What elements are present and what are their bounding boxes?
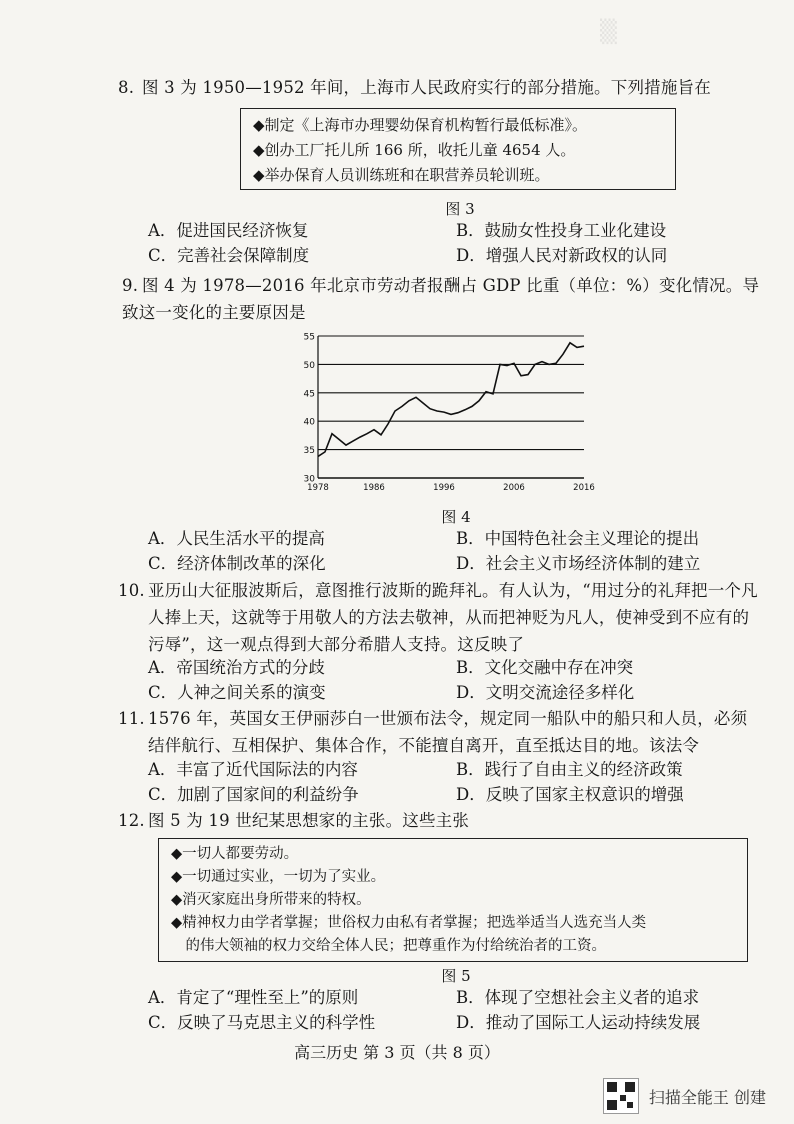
box-item: 的伟大领袖的权力交给全体人民；把尊重作为付给统治者的工资。 [171,938,606,954]
option-a[interactable]: A．人民生活水平的提高 [148,529,325,548]
x-tick-label: 1986 [363,483,385,493]
question-number: 8. [118,78,135,97]
option-d[interactable]: D．增强人民对新政权的认同 [456,246,668,265]
x-tick-label: 1996 [433,483,455,493]
question-8 [118,74,762,101]
option-d[interactable]: D．推动了国际工人运动持续发展 [456,1013,701,1032]
option-b[interactable]: B．体现了空想社会主义者的追求 [456,988,700,1007]
option-c[interactable]: C．反映了马克思主义的科学性 [148,1013,376,1032]
chart-grid [318,336,584,478]
box-item: ◆一切人都要劳动。 [171,846,299,862]
page-footer: 高三历史 第 3 页（共 8 页） [294,1043,500,1062]
option-d[interactable]: D．社会主义市场经济体制的建立 [456,554,701,573]
option-c[interactable]: C．人神之间关系的演变 [148,683,326,702]
question-number: 9. [122,276,139,295]
watermark-text: 扫描全能王 创建 [648,1087,766,1107]
question-number: 10. [118,581,145,600]
series-line [318,343,584,457]
question-number: 11. [118,709,145,728]
option-b[interactable]: B．践行了自由主义的经济政策 [456,760,683,779]
question-stem: 亚历山大征服波斯后，意图推行波斯的跪拜礼。有人认为，“用过分的礼拜把一个凡人捧上天，这就等于用敬人的方法去敬神，从而把神贬为凡人，使神受到不应有的污辱”，这一观点得到大部分希腊人支持。这反映了 [148,581,758,654]
y-tick-label: 50 [303,360,315,371]
x-tick-label: 1978 [307,483,329,493]
figure-5-box [158,838,748,962]
y-tick-label: 35 [303,446,315,457]
x-tick-label: 2006 [503,483,525,493]
scanner-watermark [603,1078,766,1114]
option-a[interactable]: A．丰富了近代国际法的内容 [148,760,358,779]
question-stem: 图 5 为 19 世纪某思想家的主张。这些主张 [148,811,470,830]
box-item: ◆创办工厂托儿所 166 所，收托儿童 4654 人。 [253,141,576,159]
qr-code-icon [603,1078,639,1114]
option-b[interactable]: B．中国特色社会主义理论的提出 [456,529,700,548]
option-c[interactable]: C．加剧了国家间的利益纷争 [148,785,359,804]
question-11 [118,705,762,759]
option-a[interactable]: A．帝国统治方式的分歧 [148,658,325,677]
option-d[interactable]: D．反映了国家主权意识的增强 [456,785,684,804]
y-tick-label: 55 [303,332,315,343]
y-axis-ticks [304,333,316,485]
x-tick-label: 2016 [573,483,595,493]
figure-3-caption: 图 3 [445,200,475,218]
question-stem: 1576 年，英国女王伊丽莎白一世颁布法令，规定同一船队中的船只和人员，必须结伴航行、互相保护、集体合作，不能擅自离开，直至抵达目的地。该法令 [148,709,748,755]
option-a[interactable]: A．促进国民经济恢复 [148,221,309,240]
bleed-through: ▒ [600,20,617,45]
option-c[interactable]: C．完善社会保障制度 [148,246,310,265]
box-item: ◆一切通过实业，一切为了实业。 [171,869,386,885]
y-tick-label: 45 [303,389,315,400]
box-item: ◆举办保育人员训练班和在职营养员轮训班。 [253,166,550,184]
question-12 [118,807,762,834]
option-d[interactable]: D．文明交流途径多样化 [456,683,635,702]
y-tick-label: 30 [303,474,315,485]
box-item: ◆精神权力由学者掌握；世俗权力由私有者掌握；把选举适当人选充当人类 [171,915,647,931]
figure-5-caption: 图 5 [441,967,471,985]
question-10 [118,577,762,658]
question-9 [122,272,762,326]
figure-3-box [240,108,676,190]
question-stem: 图 3 为 1950—1952 年间，上海市人民政府实行的部分措施。下列措施旨在 [142,78,711,97]
figure-4-chart [296,328,596,498]
box-item: ◆消灭家庭出身所带来的特权。 [171,892,371,908]
x-axis-ticks [307,483,595,493]
box-item: ◆制定《上海市办理婴幼保育机构暂行最低标准》。 [253,116,588,134]
y-tick-label: 40 [303,417,315,428]
figure-4-caption: 图 4 [441,508,471,526]
option-a[interactable]: A．肯定了“理性至上”的原则 [148,988,359,1007]
option-b[interactable]: B．鼓励女性投身工业化建设 [456,221,667,240]
option-b[interactable]: B．文化交融中存在冲突 [456,658,634,677]
option-c[interactable]: C．经济体制改革的深化 [148,554,326,573]
question-number: 12. [118,811,145,830]
question-stem: 图 4 为 1978—2016 年北京市劳动者报酬占 GDP 比重（单位：%）变化情况。导致这一变化的主要原因是 [122,276,760,322]
